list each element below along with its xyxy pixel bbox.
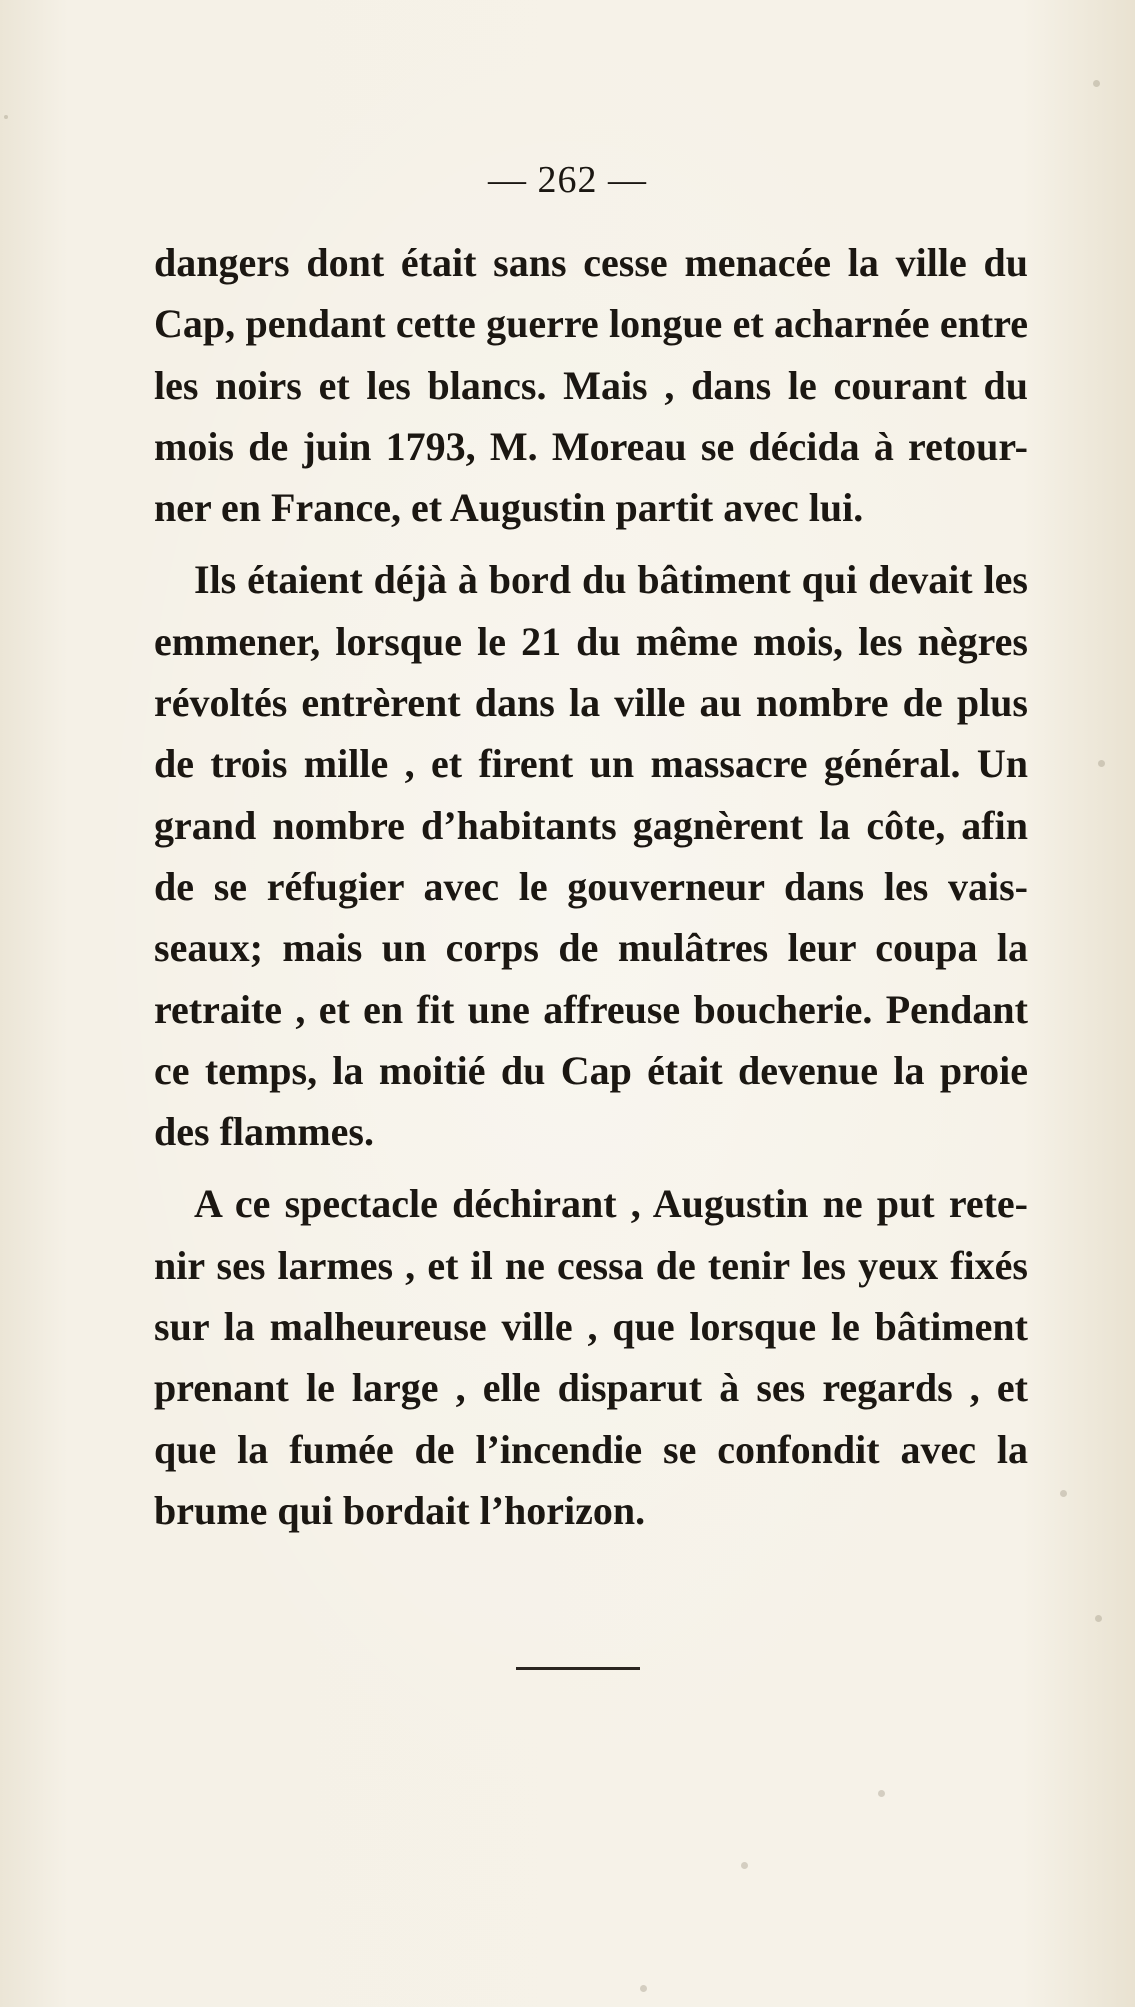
text-line: des flammes. [154, 1109, 374, 1155]
text-line: seaux; mais un corps de mulâtres leur coupa la [154, 925, 1028, 971]
paper-speck [1098, 760, 1105, 767]
paper-speck [1095, 1615, 1102, 1622]
text-line: les noirs et les blancs. Mais , dans le courant du [154, 362, 1028, 408]
paper-speck [878, 1790, 885, 1797]
paragraph-gap [154, 538, 1028, 549]
text-line: brume qui bordait l’horizon. [154, 1487, 646, 1533]
paper-speck [741, 1862, 748, 1869]
paper-speck [640, 1985, 647, 1992]
page-number: — 262 — [488, 159, 647, 201]
text-line: nir ses larmes , et il ne cessa de tenir les yeux fixés [154, 1242, 1028, 1288]
paragraph-gap [154, 1162, 1028, 1173]
text-line: ner en France, et Augustin partit avec lui. [154, 485, 864, 531]
text-line: que la fumée de l’incendie se confondit avec la [154, 1426, 1028, 1472]
text-line: ce temps, la moitié du Cap était devenue la proie [154, 1047, 1028, 1093]
text-line: dangers dont était sans cesse menacée la ville du [154, 240, 1028, 285]
text-line: de se réfugier avec le gouverneur dans les vais- [154, 863, 1028, 909]
text-line: emmener, lorsque le 21 du même mois, les nègres [154, 618, 1028, 664]
text-line: prenant le large , elle disparut à ses regards , et [154, 1365, 1028, 1411]
text-line: A ce spectacle déchirant , Augustin ne put rete- [194, 1181, 1028, 1227]
end-of-chapter-rule [516, 1667, 640, 1670]
text-line: Ils étaient déjà à bord du bâtiment qui devait les [194, 557, 1028, 603]
paper-speck [4, 115, 8, 119]
text-line: révoltés entrèrent dans la ville au nombre de plus [154, 680, 1028, 726]
text-line: grand nombre d’habitants gagnèrent la côte, afin [154, 802, 1028, 848]
paper-speck [1093, 80, 1100, 87]
body-text [154, 232, 1028, 1541]
text-line: de trois mille , et firent un massacre général. Un [154, 741, 1028, 787]
paper-speck [1060, 1490, 1067, 1497]
text-line: Cap, pendant cette guerre longue et acharnée entre [154, 301, 1028, 347]
text-line: retraite , et en fit une affreuse boucherie. Pendant [154, 986, 1028, 1032]
text-line: mois de juin 1793, M. Moreau se décida à retour- [154, 423, 1028, 469]
text-line: sur la malheureuse ville , que lorsque le bâtiment [154, 1304, 1028, 1350]
